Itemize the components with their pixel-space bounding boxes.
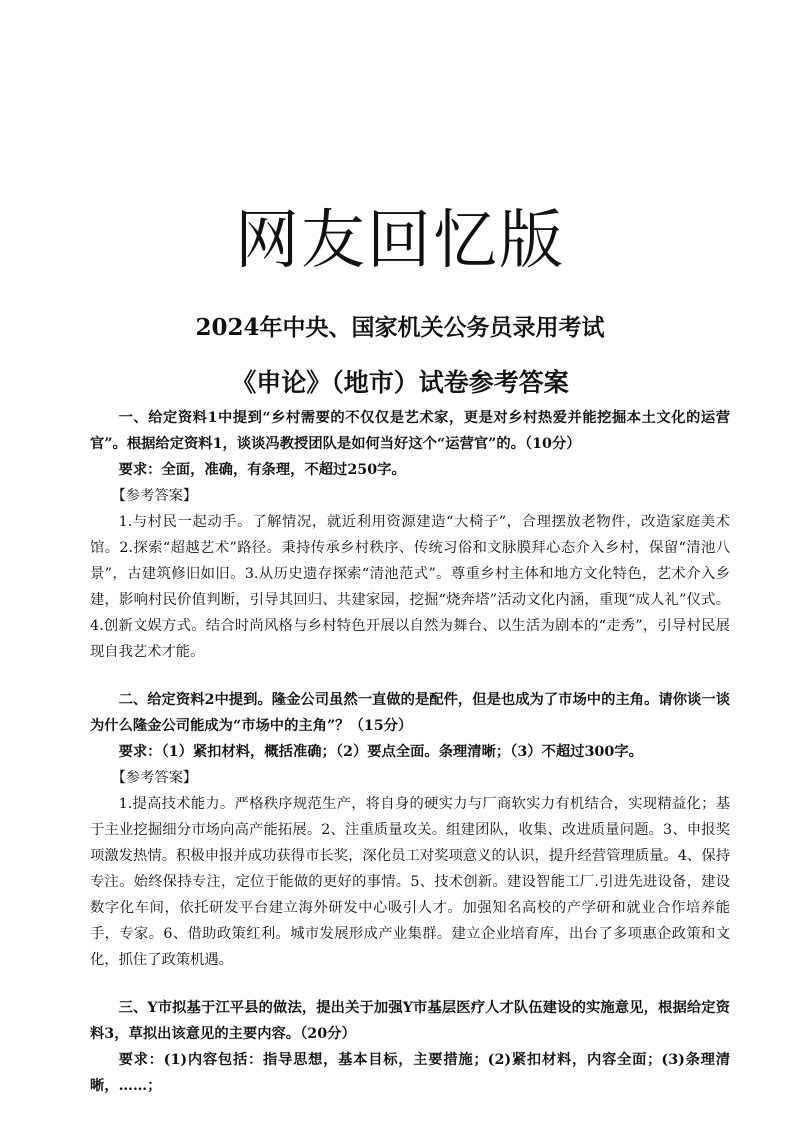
answer-label-1: 【参考答案】 [111, 488, 198, 504]
section-spacer [90, 973, 730, 995]
document-body [90, 405, 730, 1099]
answer-1: 1.与村民一起动手。了解情况，就近利用资源建造“大椅子”，合理摆放老物件，改造家庭美术馆。2.探索“超越艺术”路径。秉持传承乡村秩序、传统习俗和文脉膜拜心态介入乡村，保留“清池八景”，古建筑修旧如旧。3.从历史遗存探索“清池范式”。尊重乡村主体和地方文化特色，艺术介入乡建，影响村民价值判断，引导其回归、共建家园，挖掘“烧奔塔”活动文化内涵，重现“成人礼”仪式。4.创新文娱方式。结合时尚风格与乡村特色开展以自然为舞台、以生活为剧本的“走秀”，引导村民展现自我艺术才能。 [90, 514, 730, 660]
requirement-3: 要求：(1)内容包括：指导思想，基本目标，主要措施；(2)紧扣材料，内容全面；(3)条理清晰，……； [90, 1052, 730, 1094]
answer-2: 1.提高技术能力。严格秩序规范生产，将自身的硬实力与厂商软实力有机结合，实现精益化；基于主业挖掘细分市场向高产能拓展。2、注重质量攻关。组建团队，收集、改进质量问题。3、申报奖项激发热情。积极申报并成功获得市长奖，深化员工对奖项意义的认识，提升经营管理质量。4、保持专注。始终保持专注，定位于能做的更好的事情。5、技术创新。建设智能工厂.引进先进设备，建设数字化车间，依托研发平台建立海外研发中心吸引人才。加强知名高校的产学研和就业合作培养能手，专家。6、借助政策红利。城市发展形成产业集群。建立企业培育库，出台了多项惠企政策和文化，抓住了政策机遇。 [90, 796, 730, 968]
question-2: 二、给定资料2中提到。隆金公司虽然一直做的是配件，但是也成为了市场中的主角。请你谈一谈为什么隆金公司能成为“市场中的主角”？（15分） [90, 692, 730, 734]
section-spacer [90, 665, 730, 687]
requirement-2: 要求：（1）紧扣材料，概括准确；（2）要点全面。条理清晰；（3）不超过300字。 [118, 744, 643, 760]
question-3: 三、Y市拟基于江平县的做法，提出关于加强Y市基层医疗人才队伍建设的实施意见，根据给定资料3，草拟出该意见的主要内容。（20分） [90, 1000, 730, 1042]
requirement-1: 要求：全面，准确，有条理，不超过250字。 [118, 462, 406, 478]
exam-title: 2024年中央、国家机关公务员录用考试 [195, 314, 605, 341]
question-1: 一、给定资料1中提到“乡村需要的不仅仅是艺术家，更是对乡村热爱并能挖掘本土文化的运营官”。根据给定资料1，谈谈冯教授团队是如何当好这个“运营官”的。（10分） [90, 410, 730, 452]
watermark-title: 网友回忆版 [235, 204, 565, 278]
paper-title: 《申论》（地市）试卷参考答案 [231, 368, 569, 397]
answer-label-2: 【参考答案】 [111, 770, 198, 786]
